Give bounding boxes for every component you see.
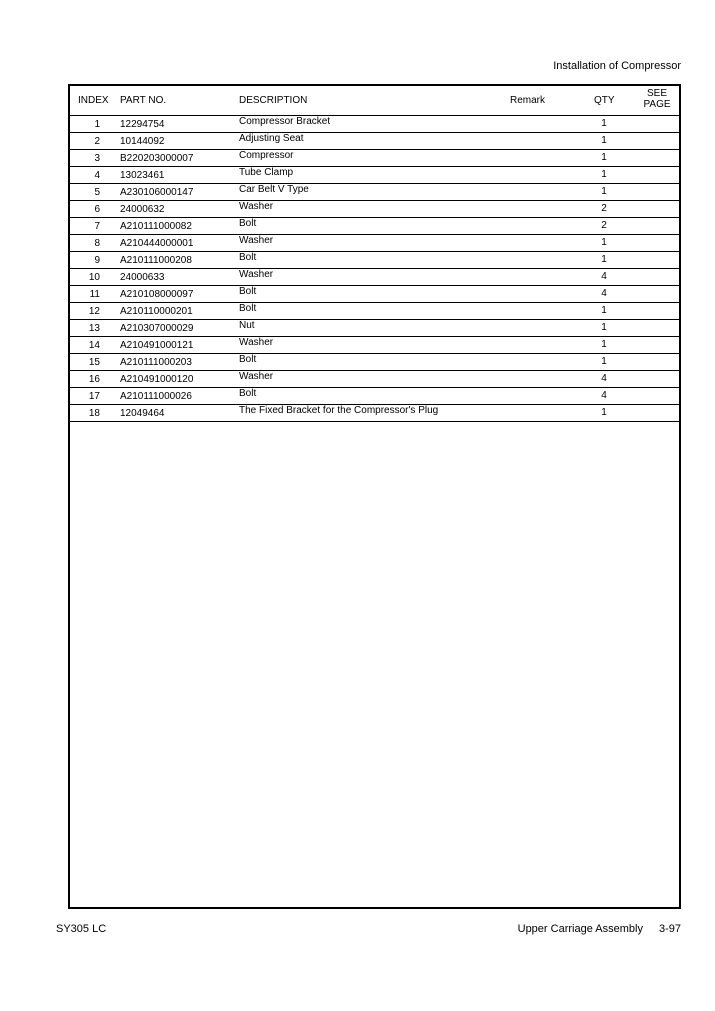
- column-header-description: DESCRIPTION: [239, 95, 308, 106]
- page-number: 3-97: [658, 923, 681, 935]
- cell-qty: 1: [601, 305, 607, 316]
- cell-qty: 1: [601, 152, 607, 163]
- cell-index: 12: [88, 306, 100, 317]
- cell-qty: 1: [601, 135, 607, 146]
- cell-qty: 1: [601, 254, 607, 265]
- cell-part-no: A210111000208: [120, 255, 192, 266]
- cell-index: 18: [88, 408, 100, 419]
- table-row: [70, 337, 679, 354]
- cell-part-no: 24000632: [120, 204, 165, 215]
- cell-part-no: 24000633: [120, 272, 165, 283]
- table-row: [70, 252, 679, 269]
- cell-description: Washer: [239, 337, 274, 348]
- cell-qty: 4: [601, 373, 607, 384]
- cell-index: 17: [88, 391, 100, 402]
- table-row: [70, 371, 679, 388]
- table-row: [70, 405, 679, 422]
- footer-section-title: Upper Carriage Assembly: [517, 923, 643, 935]
- table-body: [70, 116, 679, 422]
- cell-part-no: B220203000007: [120, 153, 194, 164]
- cell-qty: 1: [601, 169, 607, 180]
- cell-description: Car Belt V Type: [239, 184, 309, 195]
- cell-part-no: A210491000120: [120, 374, 194, 385]
- cell-index: 5: [94, 187, 100, 198]
- cell-description: Washer: [239, 235, 274, 246]
- table-row: [70, 218, 679, 235]
- table-row: [70, 286, 679, 303]
- column-header-remark: Remark: [510, 95, 546, 106]
- cell-part-no: A210111000082: [120, 221, 192, 232]
- cell-qty: 4: [601, 271, 607, 282]
- cell-index: 6: [94, 204, 100, 215]
- column-header-part-no: PART NO.: [120, 95, 167, 106]
- page-section-title: Installation of Compressor: [553, 60, 681, 72]
- table-row: [70, 320, 679, 337]
- cell-description: Bolt: [239, 388, 257, 399]
- table-row: [70, 354, 679, 371]
- column-header-index: INDEX: [78, 95, 109, 106]
- cell-description: Nut: [239, 320, 255, 331]
- cell-qty: 1: [601, 186, 607, 197]
- column-header-see-page: [640, 88, 674, 110]
- cell-description: Compressor Bracket: [239, 116, 331, 127]
- cell-description: Bolt: [239, 286, 257, 297]
- cell-description: The Fixed Bracket for the Compressor's Plug: [239, 405, 439, 416]
- cell-index: 7: [94, 221, 100, 232]
- table-row: [70, 303, 679, 320]
- cell-part-no: A210491000121: [120, 340, 194, 351]
- column-header-qty: QTY: [594, 95, 615, 106]
- cell-index: 16: [88, 374, 100, 385]
- cell-description: Bolt: [239, 252, 257, 263]
- cell-part-no: 12049464: [120, 408, 165, 419]
- table-row: [70, 388, 679, 405]
- cell-qty: 1: [601, 322, 607, 333]
- cell-part-no: 12294754: [120, 119, 165, 130]
- cell-part-no: 10144092: [120, 136, 165, 147]
- cell-index: 8: [94, 238, 100, 249]
- footer-section: [518, 923, 681, 935]
- table-row: [70, 133, 679, 150]
- table-row: [70, 116, 679, 133]
- see-page-line-1: SEE: [646, 88, 667, 99]
- table-row: [70, 167, 679, 184]
- cell-description: Washer: [239, 371, 274, 382]
- footer-model: SY305 LC: [56, 923, 107, 935]
- cell-description: Compressor: [239, 150, 294, 161]
- cell-qty: 1: [601, 237, 607, 248]
- parts-table-frame: [68, 84, 681, 909]
- cell-qty: 4: [601, 288, 607, 299]
- cell-index: 2: [94, 136, 100, 147]
- cell-qty: 1: [601, 339, 607, 350]
- cell-qty: 2: [601, 203, 607, 214]
- cell-index: 14: [88, 340, 100, 351]
- table-header: [70, 86, 679, 116]
- cell-index: 3: [94, 153, 100, 164]
- cell-index: 9: [94, 255, 100, 266]
- see-page-line-2: PAGE: [643, 99, 671, 110]
- cell-description: Tube Clamp: [239, 167, 294, 178]
- cell-part-no: A210108000097: [120, 289, 194, 300]
- cell-part-no: A210110000201: [120, 306, 193, 317]
- cell-description: Bolt: [239, 218, 257, 229]
- cell-part-no: 13023461: [120, 170, 165, 181]
- table-row: [70, 269, 679, 286]
- cell-qty: 1: [601, 407, 607, 418]
- cell-index: 15: [88, 357, 100, 368]
- cell-description: Adjusting Seat: [239, 133, 304, 144]
- cell-qty: 1: [601, 356, 607, 367]
- cell-index: 1: [94, 119, 100, 130]
- table-row: [70, 201, 679, 218]
- cell-part-no: A210444000001: [120, 238, 194, 249]
- table-row: [70, 184, 679, 201]
- cell-description: Bolt: [239, 303, 257, 314]
- cell-part-no: A210307000029: [120, 323, 194, 334]
- cell-description: Washer: [239, 269, 274, 280]
- cell-index: 11: [89, 289, 100, 300]
- cell-index: 13: [88, 323, 100, 334]
- cell-qty: 1: [601, 118, 607, 129]
- cell-qty: 4: [601, 390, 607, 401]
- cell-description: Washer: [239, 201, 274, 212]
- table-row: [70, 150, 679, 167]
- table-row: [70, 235, 679, 252]
- cell-index: 10: [88, 272, 100, 283]
- cell-description: Bolt: [239, 354, 257, 365]
- cell-part-no: A210111000026: [120, 391, 192, 402]
- cell-part-no: A210111000203: [120, 357, 192, 368]
- cell-index: 4: [94, 170, 100, 181]
- cell-qty: 2: [601, 220, 607, 231]
- cell-part-no: A230106000147: [120, 187, 194, 198]
